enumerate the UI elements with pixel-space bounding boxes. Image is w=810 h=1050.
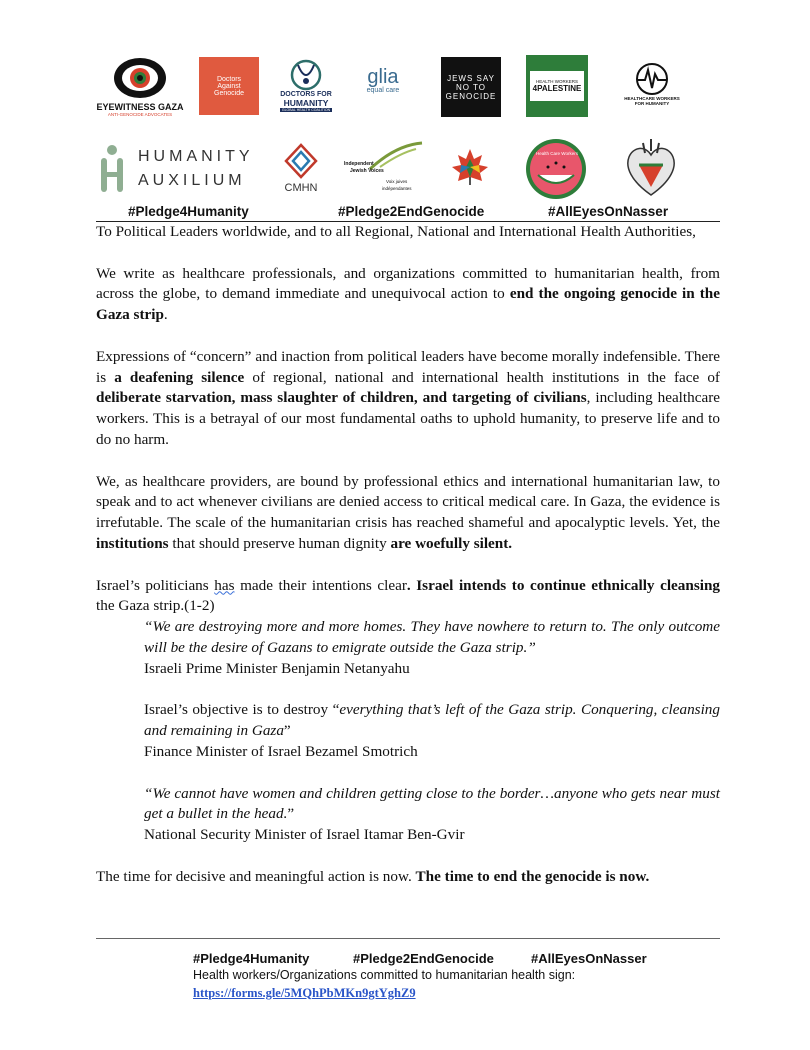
p4-emphasis: . Israel intends to continue ethnically cleansing xyxy=(406,576,721,594)
sign-form-link[interactable]: https://forms.gle/5MQhPbMKn9gtYghZ9 xyxy=(193,985,416,1000)
dfh-line2: HUMANITY xyxy=(283,97,329,108)
dfh-line3: GLOBAL HEALTH COALITION xyxy=(281,107,331,112)
doctors-against-genocide-logo xyxy=(199,57,259,115)
heartbeat-globe-icon xyxy=(635,62,669,96)
footer-divider xyxy=(96,938,720,939)
quote-ben-gvir xyxy=(144,784,720,846)
jsng-line2: NO TO xyxy=(455,82,487,92)
jsng-line3: GENOCIDE xyxy=(445,91,497,101)
paragraph-4 xyxy=(96,576,720,618)
ijv-line3: Voix juives xyxy=(386,179,408,184)
p1-emphasis: end the ongoing genocide in the Gaza strip xyxy=(96,285,720,324)
maple-leaf-icon xyxy=(450,147,490,187)
footer-hashtag-alleyesonnasser: #AllEyesOnNasser xyxy=(531,951,647,966)
footer-hashtag-pledge2endgenocide: #Pledge2EndGenocide xyxy=(353,951,494,966)
p2-text-a: Expressions of “concern” and inaction from political leaders have become morally indefensible. There is xyxy=(96,347,720,386)
cmhn-logo xyxy=(276,139,326,197)
paragraph-2 xyxy=(96,347,720,451)
hashtag-pledge2endgenocide: #Pledge2EndGenocide xyxy=(338,204,485,219)
independent-jewish-voices-logo xyxy=(340,137,432,199)
p3-text-b: that should preserve human dignity xyxy=(168,534,391,552)
healthcare-workers-for-humanity-logo xyxy=(616,50,688,118)
eyewitness-gaza-logo xyxy=(96,50,184,122)
quote-netanyahu xyxy=(144,617,720,679)
quote-2-close: ” xyxy=(283,722,291,740)
dag-line1: Doctors xyxy=(216,75,242,83)
health-care-workers-logo xyxy=(524,137,590,201)
hwfh-line2: FOR HUMANITY xyxy=(634,101,670,106)
partner-logos xyxy=(96,50,720,130)
glia-name: glia xyxy=(367,65,399,88)
hw4p-line2: 4PALESTINE xyxy=(532,84,582,93)
eyewitness-name: EYEWITNESS GAZA xyxy=(96,101,184,112)
cmhn-name: CMHN xyxy=(284,181,318,194)
quote-2-attribution: Finance Minister of Israel Bezamel Smotrich xyxy=(144,742,418,760)
jsng-line1: JEWS SAY xyxy=(447,73,495,83)
hashtag-alleyesonnasser: #AllEyesOnNasser xyxy=(548,204,669,219)
p2-emphasis-a: a deafening silence xyxy=(114,368,245,386)
dag-line3: Genocide xyxy=(214,89,244,97)
p1-text: We write as healthcare professionals, and organizations committed to humanitarian health, from across the globe, to demand immediate and unequivocal action to xyxy=(96,264,720,303)
p2-text-b: of regional, national and international health institutions in the face of xyxy=(244,368,720,386)
health-workers-4-palestine-logo xyxy=(526,55,588,117)
paragraph-1 xyxy=(96,264,720,326)
hwfh-line1: HEALTHCARE WORKERS xyxy=(624,96,680,101)
figure-icon xyxy=(98,144,126,194)
p4-text-c: the Gaza strip.(1-2) xyxy=(96,597,215,615)
p4-grammar-flag: has xyxy=(214,576,235,594)
ijv-line4: indépendantes xyxy=(382,186,412,191)
p2-text-c: , including healthcare workers. This is a betrayal of our most fundamental oaths to uphold humanity, to preserve life and to do no harm. xyxy=(96,389,720,448)
footer xyxy=(193,950,713,1002)
doctors-for-humanity-logo xyxy=(273,50,339,120)
closing xyxy=(96,867,720,888)
hcw-label: Health Care Workers xyxy=(536,151,578,156)
partner-logos-row-2 xyxy=(96,135,720,203)
p2-emphasis-b: deliberate starvation, mass slaughter of children, and targeting of civilians xyxy=(96,389,587,407)
quote-2-lead: Israel’s objective is to destroy “ xyxy=(144,701,340,719)
maple-leaf-logo xyxy=(448,145,492,189)
auxilium-line1: HUMANITY xyxy=(138,148,254,165)
closing-emphasis: The time to end the genocide is now. xyxy=(415,867,650,885)
stethoscope-globe-icon xyxy=(288,59,324,91)
sign-instructions: Health workers/Organizations committed to humanitarian health sign: xyxy=(193,968,576,982)
salutation-text: To Political Leaders worldwide, and to all Regional, National and International Health Authorities, xyxy=(96,223,696,240)
closing-text: The time for decisive and meaningful action is now. xyxy=(96,867,416,885)
p3-emphasis-b: are woefully silent. xyxy=(390,534,513,552)
p1-end: . xyxy=(163,306,168,324)
footer-hashtag-pledge4humanity: #Pledge4Humanity xyxy=(193,951,310,966)
p3-text-a: We, as healthcare providers, are bound by professional ethics and international humanitarian law, to speak and to act whenever civilians are denied access to critical medical care. In Gaza, the evidence is irrefutable. The scale of the humanitarian crisis has reached shameful and apocalyptic levels. Yet, the xyxy=(96,472,720,532)
hashtag-row xyxy=(96,203,720,222)
letter-body xyxy=(96,222,720,908)
heart-icon xyxy=(621,137,681,199)
p4-text-b: made their intentions clear xyxy=(234,576,407,594)
eyewitness-sub: ANTI-GENOCIDE ADVOCATES xyxy=(107,111,173,117)
eye-icon xyxy=(112,56,168,100)
jews-say-no-to-genocide-logo xyxy=(441,57,501,117)
quote-1-attribution: Israeli Prime Minister Benjamin Netanyahu xyxy=(144,659,410,677)
leaf-icon xyxy=(366,141,426,171)
ijv-line1: Independent xyxy=(344,161,374,167)
humanity-auxilium-logo xyxy=(98,141,256,197)
quote-3-attribution: National Security Minister of Israel Itamar Ben-Gvir xyxy=(144,826,465,844)
p3-emphasis-a: institutions xyxy=(96,534,169,552)
auxilium-line2: AUXILIUM xyxy=(138,172,246,189)
hw4p-line1: HEALTH WORKERS xyxy=(536,79,578,84)
cmhn-emblem-icon xyxy=(282,143,320,179)
hashtag-pledge4humanity: #Pledge4Humanity xyxy=(128,204,249,219)
paragraph-3 xyxy=(96,472,720,555)
ijv-line2: Jewish Voices xyxy=(350,168,384,174)
watermelon-badge-icon xyxy=(524,137,588,201)
dag-line2: Against xyxy=(217,82,241,90)
quote-2-text: everything that’s left of the Gaza strip. Conquering, cleansing and remaining in Gaza xyxy=(144,701,720,740)
salutation xyxy=(96,222,720,243)
p4-text-a: Israel’s politicians xyxy=(96,576,215,594)
dfh-line1: DOCTORS FOR xyxy=(280,90,332,98)
quote-3-close: ” xyxy=(287,805,295,823)
glia-logo xyxy=(358,60,408,100)
quote-smotrich xyxy=(144,700,720,762)
glia-sub: equal care xyxy=(366,86,400,94)
footer-hashtags xyxy=(193,950,713,967)
quote-1-text: “We are destroying more and more homes. They have nowhere to return to. The only outcome will be the desire of Gazans to emigrate outside the Gaza strip.” xyxy=(144,618,720,656)
anatomical-heart-logo xyxy=(618,135,684,201)
quote-3-text: “We cannot have women and children getting close to the border…anyone who gets near must get a bullet in the head. xyxy=(144,784,720,823)
